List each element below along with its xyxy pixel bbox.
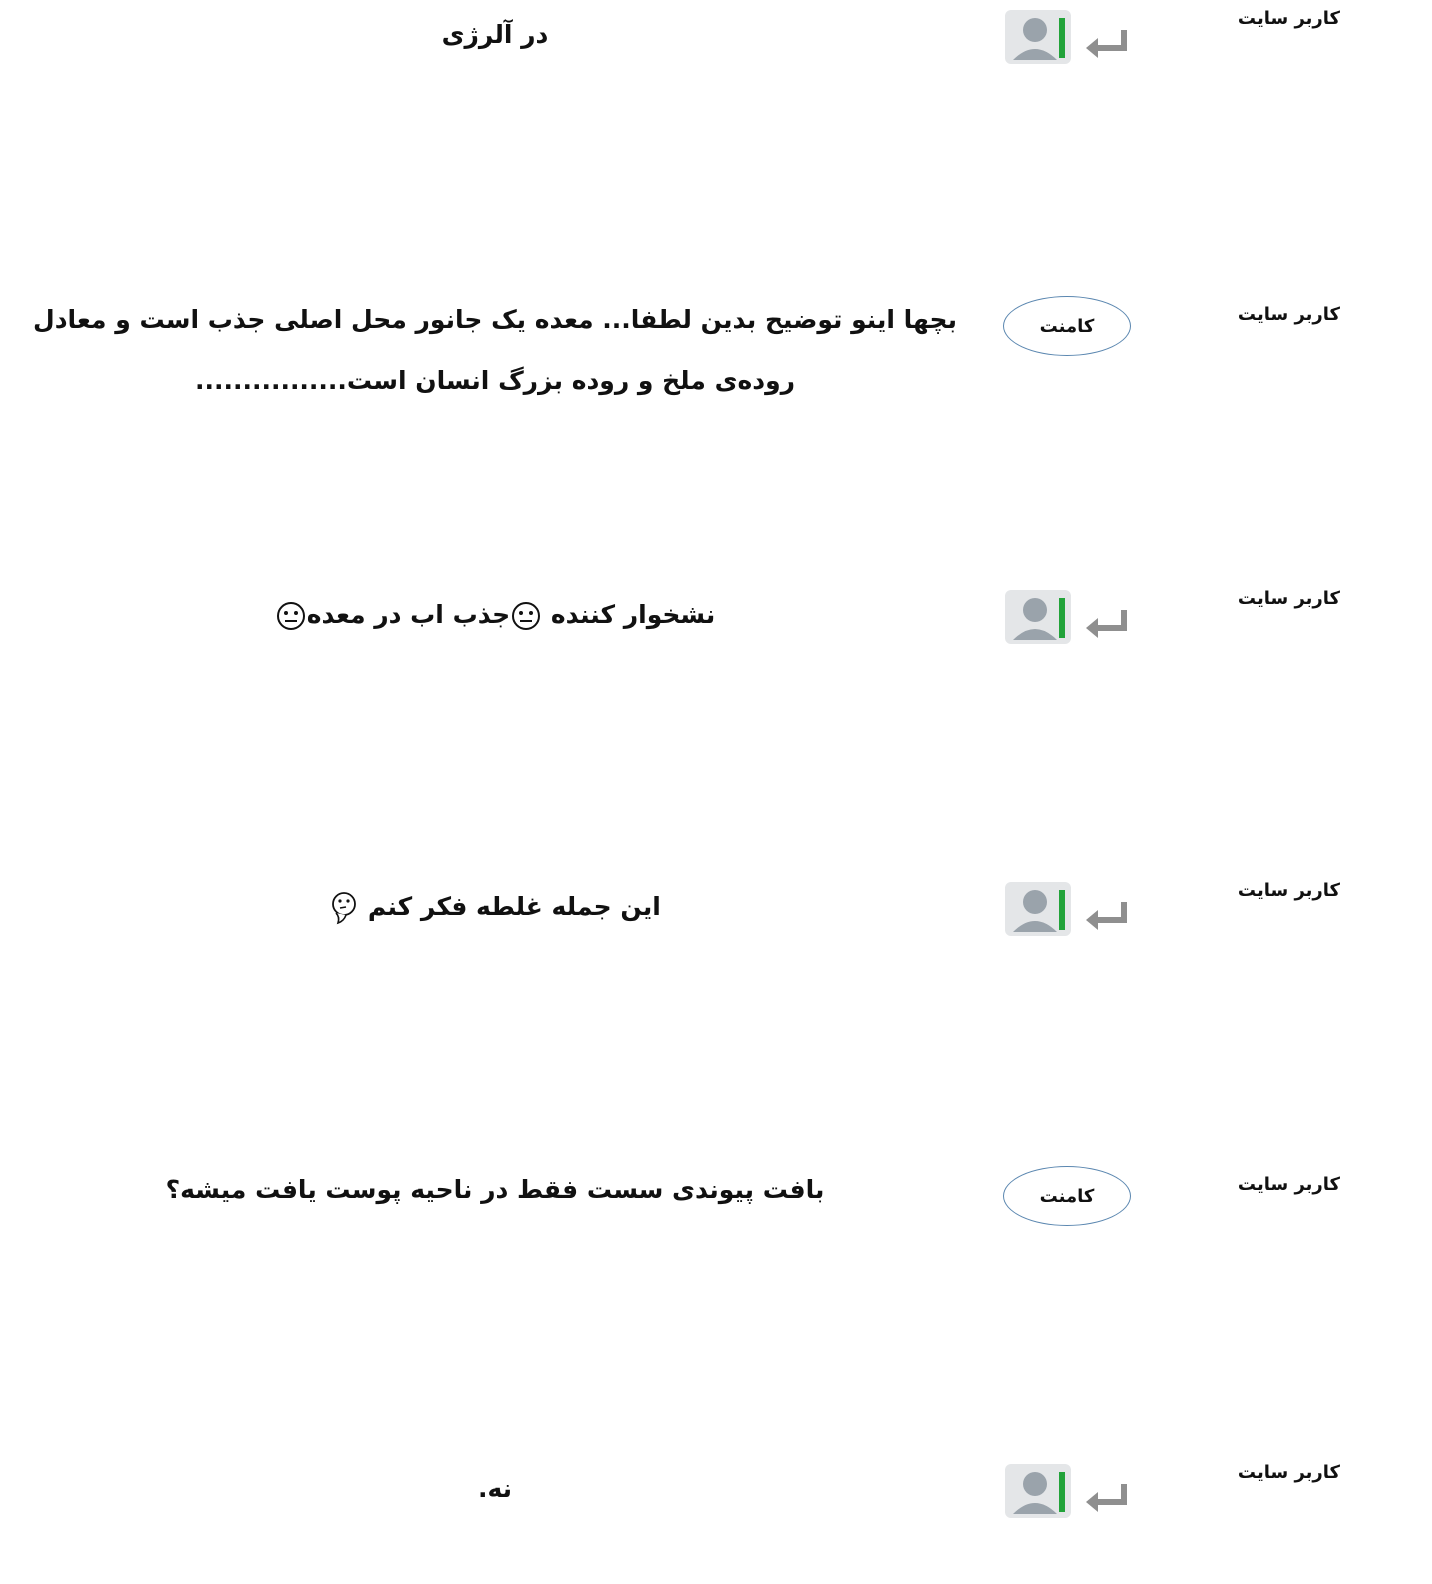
reply-arrow-icon[interactable] xyxy=(1082,24,1132,60)
username: کاربر سایت xyxy=(1237,588,1340,609)
username: کاربر سایت xyxy=(1237,1174,1340,1195)
comment-row xyxy=(0,872,1432,992)
comment-row xyxy=(0,296,1432,416)
username: کاربر سایت xyxy=(1237,880,1340,901)
neutral-face-icon xyxy=(276,601,306,631)
username: کاربر سایت xyxy=(1237,304,1340,325)
comment-row xyxy=(0,580,1432,700)
comment-button[interactable]: کامنت xyxy=(1003,1166,1131,1226)
avatar-icon xyxy=(1003,1462,1073,1520)
comment-text: بافت پیوندی سست فقط در ناحیه پوست یافت میشه؟ xyxy=(165,1175,825,1204)
comment-button[interactable]: کامنت xyxy=(1003,296,1131,356)
comment-text: نه. xyxy=(477,1474,513,1503)
avatar-icon xyxy=(1003,588,1073,646)
reply-arrow-icon[interactable] xyxy=(1082,896,1132,932)
comment-text: در آلرژی xyxy=(441,20,549,49)
comment-text: بچها اینو توضیح بدین لطفا... معده یک جانور محل اصلی جذب است و معادل روده‌ی ملخ و روده بزرگ انسان است................ xyxy=(33,305,957,395)
comment-row xyxy=(0,0,1432,120)
avatar-icon xyxy=(1003,880,1073,938)
reply-arrow-icon[interactable] xyxy=(1082,1478,1132,1514)
reply-arrow-icon[interactable] xyxy=(1082,604,1132,640)
thinking-face-icon xyxy=(330,891,358,925)
avatar-icon xyxy=(1003,8,1073,66)
username: کاربر سایت xyxy=(1237,8,1340,29)
comment-row xyxy=(0,1166,1432,1286)
neutral-face-icon xyxy=(511,601,541,631)
comment-row xyxy=(0,1454,1432,1574)
username: کاربر سایت xyxy=(1237,1462,1340,1483)
comment-text: نشخوار کننده جذب اب در معده xyxy=(30,584,960,645)
comment-text: این جمله غلطه فکر کنم xyxy=(30,876,960,937)
